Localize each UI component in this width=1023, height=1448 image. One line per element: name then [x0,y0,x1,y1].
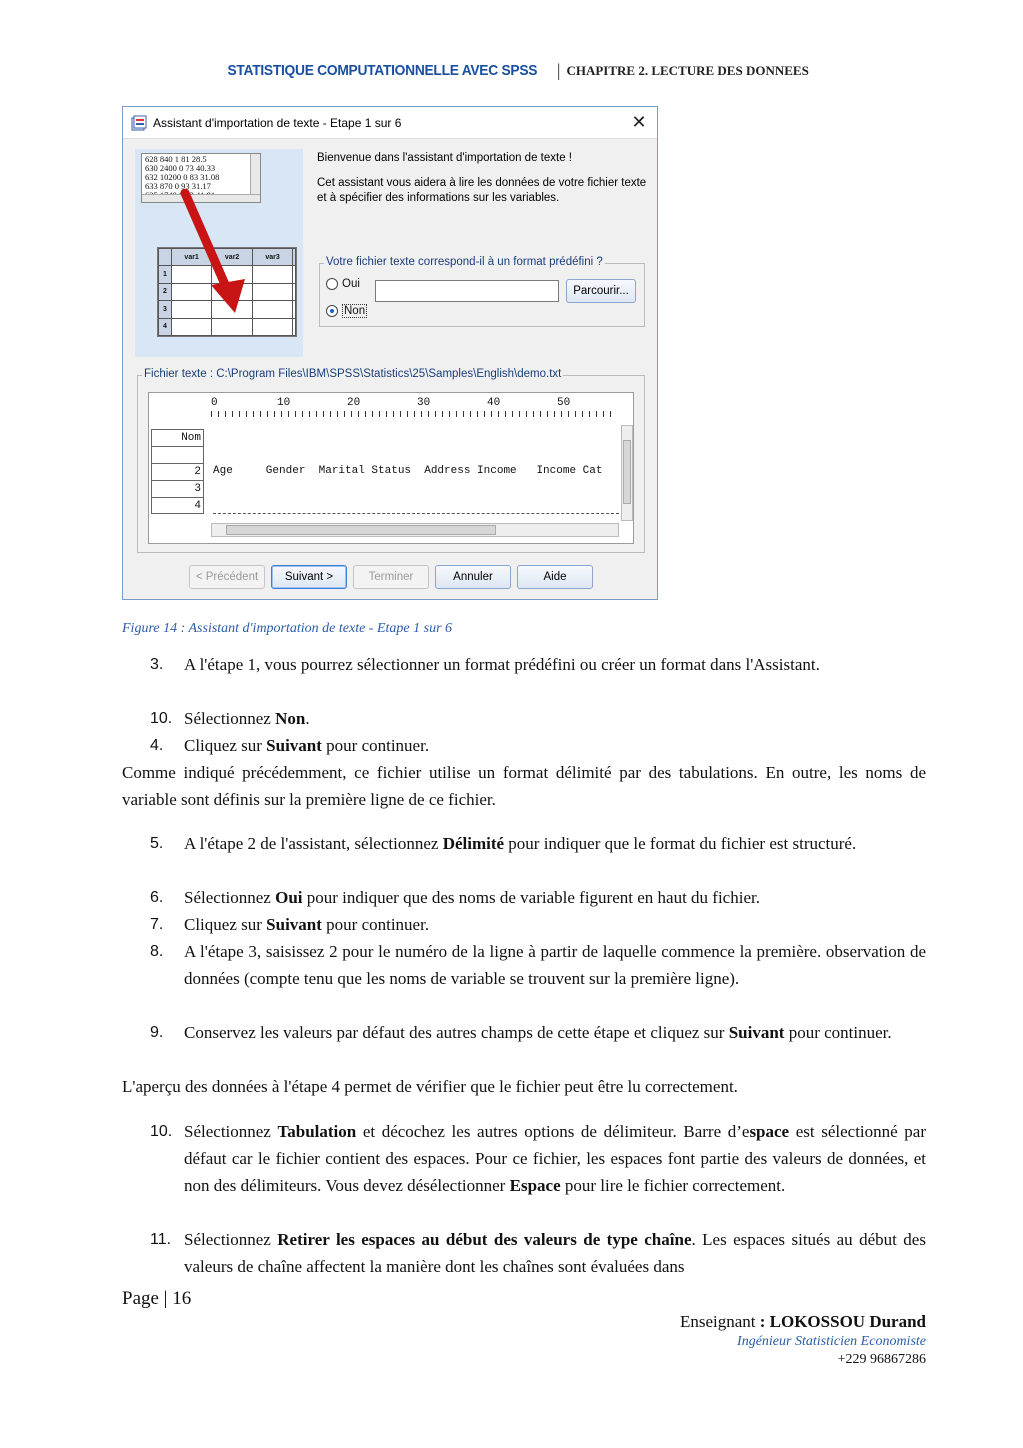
preview-line: Age Gender Marital Status Address Income Income Cat [213,465,603,477]
wizard-illustration [135,149,303,357]
list-text: A l'étape 2 de l'assistant, sélectionnez Délimité pour indiquer que le format du fichier est structuré. [184,834,857,853]
book-title: STATISTIQUE COMPUTATIONNELLE AVEC SPSS [227,62,538,79]
row-number: 4 [151,497,204,514]
page-number: Page | 16 [122,1288,192,1309]
teacher-line [680,1312,926,1332]
grid-header: var1 [171,249,211,266]
predefined-format-input[interactable] [375,280,559,302]
list-number: 6. [150,889,164,906]
preview-text [213,429,619,521]
list-item [150,651,926,678]
ruler-label: 20 [347,397,361,409]
paragraph: Comme indiqué précédemment, ce fichier utilise un format délimité par des tabulations. En outre, les noms de variable sont définis sur la première ligne de ce fichier. [122,763,926,809]
grid-row-num: 4 [159,318,172,335]
row-number: 3 [151,480,204,497]
row-number-column [151,429,204,514]
list-text: Sélectionnez Retirer les espaces au début des valeurs de type chaîne. Les espaces situés au début des valeurs de chaîne affectent la manière dont les chaînes sont évaluées dans [184,1230,926,1276]
grid-row-num: 2 [159,283,172,300]
cancel-button[interactable]: Annuler [435,565,511,589]
radio-non-label: Non [344,305,366,317]
welcome-text [317,151,647,216]
data-preview[interactable] [148,392,634,544]
radio-oui-label: Oui [342,278,360,290]
file-path-legend: Fichier texte : C:\Program Files\IBM\SPSS\Statistics\25\Samples\English\demo.txt [144,368,562,380]
import-wizard-dialog [122,106,658,600]
format-legend: Votre fichier texte correspond-il à un format prédéfini ? [326,256,603,268]
radio-oui-dot[interactable] [326,278,338,290]
dialog-titlebar [123,107,657,139]
chapter-title: CHAPITRE 2. LECTURE DES DONNEES [566,63,809,78]
list-number: 7. [150,916,164,933]
list-text: Sélectionnez Tabulation et décochez les autres options de délimiteur. Barre d’espace est sélectionné par défaut car le fichier contient des espaces. Pour ce fichier, les espaces font partie des valeurs de données, et non des délimiteurs. Vous devez désélectionner Espace pour lire le fichier correctement. [184,1122,926,1195]
row-header: Nom [151,429,204,446]
row-number: 2 [151,463,204,480]
list-item [150,732,926,759]
radio-non[interactable] [326,304,367,318]
illustration-line: 628 840 1 81 28.5 [145,154,207,164]
list-number: 11. [150,1231,172,1248]
radio-oui[interactable] [326,278,360,290]
vscroll-thumb[interactable] [623,440,631,504]
figure-caption: Figure 14 : Assistant d'importation de texte - Etape 1 sur 6 [122,621,453,636]
list-item [150,1118,926,1199]
list-text: Cliquez sur Suivant pour continuer. [184,736,430,755]
close-icon[interactable]: ✕ [631,112,647,132]
teacher-name: : LOKOSSOU Durand [759,1312,926,1331]
browse-button[interactable]: Parcourir... [566,279,636,303]
list-text: Sélectionnez Non. [184,709,310,728]
column-ruler [211,397,619,419]
list-text: A l'étape 3, saisissez 2 pour le numéro de la ligne à partir de laquelle commence la première. observation de données (compte tenu que les noms de variable se trouvent sur la première ligne). [184,942,926,988]
list-number: 5. [150,835,164,852]
footer-author [680,1312,926,1368]
ruler-label: 50 [557,397,571,409]
next-button[interactable]: Suivant > [271,565,347,589]
previous-button[interactable]: < Précédent [189,565,265,589]
list-number: 3. [150,656,164,673]
preview-dashed-line [213,513,619,514]
list-item [150,911,926,938]
grid-row-num: 1 [159,266,172,283]
list-text: A l'étape 1, vous pourrez sélectionner un format prédéfini ou créer un format dans l'Assistant. [184,655,820,674]
file-preview-groupbox [137,368,645,553]
ruler-label: 10 [277,397,291,409]
row-number [151,446,204,463]
ruler-label: 40 [487,397,501,409]
grid-header: var3 [252,249,292,266]
ruler-label: 30 [417,397,431,409]
help-button[interactable]: Aide [517,565,593,589]
page-header [0,60,1023,81]
illustration-line: 632 10200 0 83 31.08 [145,172,220,182]
list-number: 8. [150,943,164,960]
spss-app-icon [131,115,147,131]
illustration-line: 630 2400 0 73 40.33 [145,163,216,173]
list-number: 10. [150,710,173,727]
list-number: 9. [150,1024,164,1041]
grid-header: var2 [212,249,252,266]
list-item [150,938,926,992]
ruler-ticks [211,411,611,417]
welcome-title: Bienvenue dans l'assistant d'importation de texte ! [317,152,572,164]
list-item [150,1226,926,1280]
teacher-phone: +229 96867286 [837,1352,926,1367]
paragraph: L'aperçu des données à l'étape 4 permet de vérifier que le fichier peut être lu correctement. [122,1077,738,1096]
list-item [150,884,926,911]
list-text: Conservez les valeurs par défaut des autres champs de cette étape et cliquez sur Suivant pour continuer. [184,1023,892,1042]
illustration-line: 633 870 0 93 31.17 [145,181,211,191]
preview-vertical-scrollbar[interactable] [621,425,633,521]
red-arrow-icon [175,189,255,319]
list-item [150,830,926,857]
list-item [150,1019,926,1046]
radio-non-dot[interactable] [326,305,338,317]
list-text: Cliquez sur Suivant pour continuer. [184,915,430,934]
preview-horizontal-scrollbar[interactable] [211,523,619,537]
welcome-description: Cet assistant vous aidera à lire les données de votre fichier texte et à spécifier des informations sur les variables. [317,177,647,204]
hscroll-thumb[interactable] [226,525,496,535]
teacher-label: Enseignant [679,1312,760,1331]
teacher-role: Ingénieur Statisticien Economiste [737,1334,926,1349]
ruler-label: 0 [211,397,218,409]
header-separator: | [556,60,561,80]
format-groupbox [319,256,645,327]
list-number: 4. [150,737,164,754]
grid-row-num: 3 [159,301,172,318]
finish-button[interactable]: Terminer [353,565,429,589]
list-number: 10. [150,1123,173,1140]
list-text: Sélectionnez Oui pour indiquer que des noms de variable figurent en haut du fichier. [184,888,760,907]
dialog-title: Assistant d'importation de texte - Etape 1 sur 6 [153,116,402,130]
list-item [150,705,926,732]
